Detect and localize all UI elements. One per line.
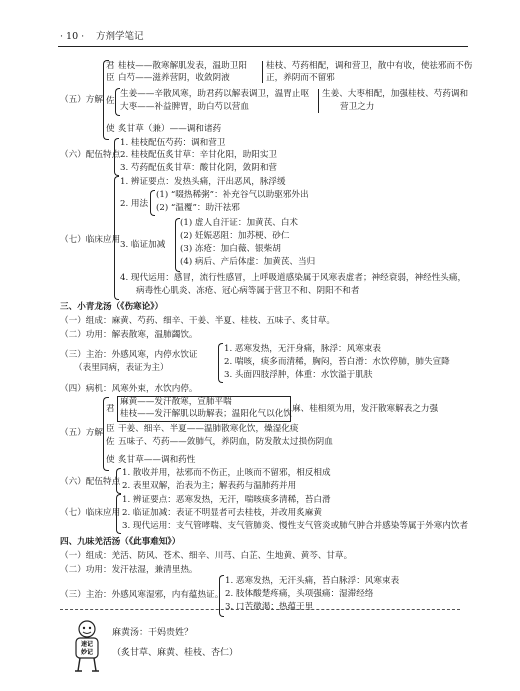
s7-label: （七）临床应用 xyxy=(60,235,121,245)
tip-line-2: （炙甘草、麻黄、桂枝、杏仁） xyxy=(112,648,239,658)
s7-item-3c: (3) 冻疮：加白薇、银柴胡 xyxy=(180,244,281,254)
s5-chen-mark: 臣 xyxy=(106,73,115,83)
xql-clin-brace xyxy=(116,494,121,534)
s7-brace xyxy=(114,176,119,300)
jwqh-title: 四、九味羌活汤（《此事难知》） xyxy=(60,537,181,547)
xql-clin-2: 2. 临证加减：表证不明显者可去桂枝，并改用炙麻黄 xyxy=(122,508,322,518)
s5-jun-mark: 君 xyxy=(106,61,115,71)
svg-text:妙记: 妙记 xyxy=(80,649,94,656)
s5-shi-mark: 使 xyxy=(106,124,115,134)
xql-main-label2: （表里同病，表证为主） xyxy=(74,363,169,373)
s5-label: （五）方解 xyxy=(60,95,103,105)
s6-item-3: 3. 芍药配伍炙甘草：酸甘化阴，敛阴和营 xyxy=(120,163,278,173)
s5-jc-bracket xyxy=(262,61,263,83)
s5-jc-note1: 桂枝、芍药相配，调和营卫，散中有收，使祛邪而不伤 xyxy=(266,61,473,71)
s5-chen-text: 白芍——滋养营阴，收敛阴液 xyxy=(118,73,230,83)
s7-item-2a: (1) “啜热稀粥”：补充谷气以助驱邪外出 xyxy=(156,190,309,200)
xql-exp-label: （五）方解 xyxy=(60,428,103,438)
s5-zuo-bracket xyxy=(318,89,319,113)
xql-main-1: 1. 恶寒发热，无汗身痛，脉浮：风寒束表 xyxy=(224,344,382,354)
xql-shi: 炙甘草——调和药性 xyxy=(118,455,196,465)
s7-item-2b: (2) “温覆”：助汗祛邪 xyxy=(156,203,240,213)
s6-label: （六）配伍特点 xyxy=(60,150,121,160)
xql-main-brace xyxy=(218,343,223,383)
s5-zuo1: 生姜——辛散风寒，助君药以解表调卫，温胃止呕 xyxy=(120,89,310,99)
xql-chen-mark: 臣 xyxy=(106,424,115,434)
s6-item-2: 2. 桂枝配伍炙甘草：辛甘化阳，助阳实卫 xyxy=(120,150,278,160)
mnemonic-cartoon-icon xyxy=(70,619,104,677)
xql-jun-mark: 君 xyxy=(106,404,115,414)
xql-shi-mark: 使 xyxy=(106,455,115,465)
jwqh-main-2: 2. 肢体酸楚疼痛，头项强痛：湿滞经络 xyxy=(225,589,374,599)
s6-item-1: 1. 桂枝配伍芍药：调和营卫 xyxy=(120,138,226,148)
tip-separator xyxy=(60,609,460,610)
s7-item-4b: 病毒性心肌炎、冻疮、冠心病等属于营卫不和、阴阳不和者 xyxy=(136,286,360,296)
s7-item-2: 2. 用法 xyxy=(120,199,149,209)
xql-clin-3: 3. 现代运用：支气管哮喘、支气管肺炎、慢性支气管炎或肺气肿合并感染等属于外寒内饮者 xyxy=(122,521,469,531)
xql-char-brace xyxy=(116,468,121,494)
s5-shi-text: 炙甘草（兼）——调和诸药 xyxy=(118,124,222,134)
xql-char-2: 2. 表里双解，治表为主；解表药与温肺药并用 xyxy=(122,481,297,491)
xql-jun-1: 麻黄——发汗散寒，宣肺平喘 xyxy=(120,397,232,407)
s5-jc-note2: 正，养阴而不留邪 xyxy=(266,73,335,83)
s7-item-3b: (2) 妊娠恶阻：加苏梗、砂仁 xyxy=(180,231,290,241)
jwqh-compose: （一）组成：羌活、防风、苍术、细辛、川芎、白芷、生地黄、黄芩、甘草。 xyxy=(60,551,353,561)
s5-zuo2: 大枣——补益脾胃，助白芍以营血 xyxy=(120,102,249,112)
xql-title: 三、小青龙汤（《伤寒论》） xyxy=(60,302,164,312)
xql-zuo: 五味子、芍药——敛肺气，养阴血，防发散太过损伤阴血 xyxy=(118,437,333,447)
xql-chen: 干姜、细辛、半夏——温肺散寒化饮，燥湿化痰 xyxy=(118,424,299,434)
xql-clin-label: （七）临床应用 xyxy=(60,508,121,518)
xql-char-label: （六）配伍特点 xyxy=(60,477,121,487)
s7-item-3: 3. 临证加减 xyxy=(120,240,166,250)
jwqh-main-label: （三）主治：外感风寒湿邪，内有蕴热证。 xyxy=(60,590,224,600)
xql-compose: （一）组成：麻黄、芍药、细辛、干姜、半夏、桂枝、五味子、炙甘草。 xyxy=(60,316,336,326)
svg-text:速记: 速记 xyxy=(80,641,94,648)
header-rule xyxy=(58,46,468,47)
xql-main-3: 3. 头面四肢浮肿，体重：水饮溢于肌肤 xyxy=(224,370,373,380)
s7-item-3d: (4) 病后、产后体虚：加黄芪、当归 xyxy=(180,257,316,267)
xql-main-2: 2. 喘咳，痰多而清稀，胸闷，苔白滑：水饮停肺，肺失宣降 xyxy=(224,357,450,367)
s5-zuo-note2: 营卫之力 xyxy=(340,102,375,112)
s7-usage-brace xyxy=(150,190,155,216)
jwqh-main-brace xyxy=(219,575,224,617)
page-number: · 10 · xyxy=(60,31,85,42)
s6-brace xyxy=(114,138,119,176)
book-title: 方剂学笔记 xyxy=(96,31,144,42)
xql-patho: （四）病机：风寒外束，水饮内停。 xyxy=(60,384,198,394)
xql-char-1: 1. 散收并用，祛邪而不伤正，止咳而不留邪，相反相成 xyxy=(122,468,331,478)
xql-jun-2: 桂枝——发汗解肌以助解表；温阳化气以化饮 xyxy=(120,409,292,419)
xql-zuo-mark: 佐 xyxy=(106,437,115,447)
s5-zuo-mark: 佐 xyxy=(106,96,115,106)
s7-item-3a: (1) 虚人自汗证：加黄芪、白术 xyxy=(180,218,299,228)
jwqh-main-1: 1. 恶寒发热，无汗头痛，苔白脉浮：风寒束表 xyxy=(225,576,400,586)
jwqh-main-3: 3. 口苦微渴：热蕴于里 xyxy=(225,602,314,612)
s7-item-1: 1. 辨证要点：发热头痛，汗出恶风，脉浮缓 xyxy=(120,177,286,187)
s7-item-4a: 4. 现代运用：感冒，流行性感冒，上呼吸道感染属于风寒表虚者；神经衰弱，神经性头痛， xyxy=(120,273,467,283)
jwqh-effect: （二）功用：发汗祛湿，兼清里热。 xyxy=(60,565,198,575)
s5-jun-text: 桂枝——散寒解肌发表，温助卫阳 xyxy=(118,61,247,71)
xql-clin-1: 1. 辨证要点：恶寒发热，无汗，喘咳痰多清稀，苔白滑 xyxy=(122,495,331,505)
tip-line-1: 麻黄汤：干妈贵姓？ xyxy=(112,628,194,638)
xql-jun-note: 麻、桂相须为用，发汗散寒解表之力强 xyxy=(292,404,439,414)
xql-effect: （二）功用：解表散寒，温肺蠲饮。 xyxy=(60,330,198,340)
xql-main-label: （三）主治：外感风寒，内停水饮证 xyxy=(60,350,198,360)
s5-zuo-note1: 生姜、大枣相配，加强桂枝、芍药调和 xyxy=(322,89,469,99)
